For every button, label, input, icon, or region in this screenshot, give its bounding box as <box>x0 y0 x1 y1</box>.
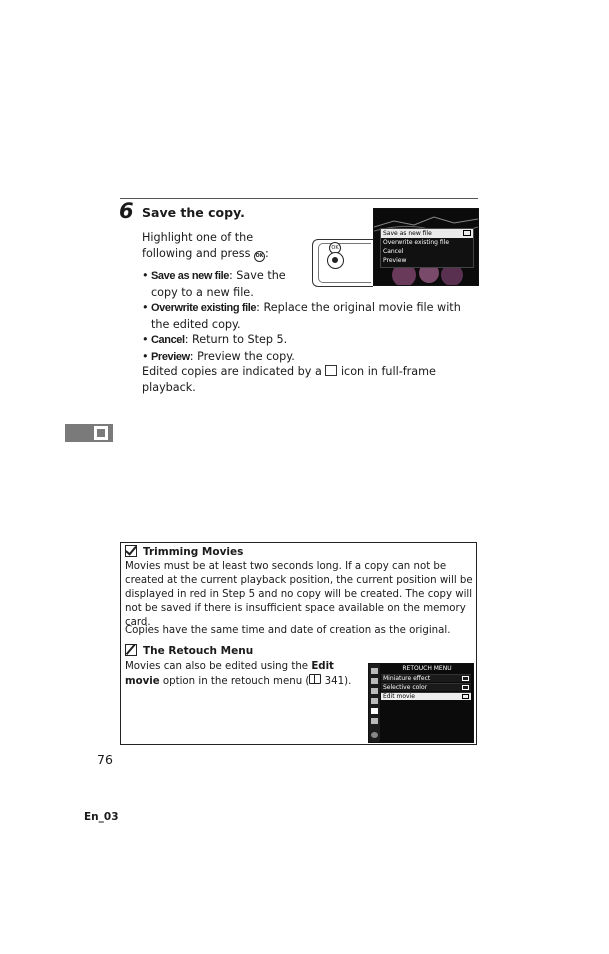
playback-tab-icon <box>371 668 378 674</box>
retouch-menu-title: RETOUCH MENU <box>402 665 452 672</box>
option-desc: : Replace the original movie file with the edited copy. <box>151 301 461 331</box>
step-title: Save the copy. <box>142 205 245 220</box>
footer-code: En_03 <box>84 811 119 823</box>
section-tab <box>65 424 113 442</box>
lcd-item-overwrite[interactable] <box>381 238 473 247</box>
pencil-icon <box>125 644 137 656</box>
check-icon <box>125 545 137 557</box>
edit-movie-icon <box>462 694 469 699</box>
intro-text: Highlight one of the following and press <box>142 231 254 260</box>
lcd-item-cancel[interactable] <box>381 247 473 256</box>
option-preview <box>142 349 482 366</box>
trimming-title: Trimming Movies <box>143 546 244 558</box>
shooting-tab-icon <box>371 678 378 684</box>
lcd-item-label: Preview <box>383 257 407 264</box>
option-term: Preview <box>151 350 190 363</box>
lcd-menu <box>380 228 474 268</box>
lcd-item-label: Save as new file <box>383 230 432 237</box>
retouch-item-label: Miniature effect <box>383 675 431 682</box>
retouch-icon <box>325 365 337 376</box>
lcd-item-label: Overwrite existing file <box>383 239 450 246</box>
help-icon <box>371 732 378 738</box>
step-divider <box>120 198 478 199</box>
trimming-text: Movies must be at least two seconds long. If a copy can not be created at the current playback position, the current position will be displayed in red in Step 5 and no copy will be created. The copy will not be saved if there is insufficient space available on the memory card. <box>125 561 473 628</box>
ok-button-icon <box>327 252 344 269</box>
option-desc: : Save the copy to a new file. <box>151 269 286 299</box>
lcd-item-preview[interactable] <box>381 256 473 265</box>
lcd-screen <box>373 208 479 286</box>
custom-settings-tab-icon <box>371 688 378 694</box>
retouch-item-selective-color[interactable] <box>381 683 471 691</box>
retouch-lcd-screen <box>368 663 474 743</box>
retouch-text-after: ). <box>344 676 352 687</box>
option-overwrite <box>142 300 482 332</box>
retouch-title: The Retouch Menu <box>143 645 254 657</box>
book-icon <box>309 674 321 684</box>
retouch-icon <box>463 230 471 236</box>
option-desc: : Return to Step 5. <box>184 333 288 346</box>
retouch-text <box>125 660 365 689</box>
option-desc: : Preview the copy. <box>189 349 295 363</box>
option-cancel <box>142 332 482 349</box>
movie-icon <box>94 426 108 440</box>
step-number: 6 <box>119 199 134 223</box>
menu-tab-bar <box>369 664 380 742</box>
retouch-text-before: Movies can also be edited using the <box>125 661 312 672</box>
my-menu-tab-icon <box>371 718 378 724</box>
lcd-item-save-new[interactable] <box>381 229 473 238</box>
setup-tab-icon <box>371 698 378 704</box>
edit-movie-term: Edit movie <box>125 661 334 687</box>
retouch-item-label: Edit movie <box>383 693 415 700</box>
edited-copies-note <box>142 364 487 395</box>
copies-text: Copies have the same time and date of creation as the original. <box>125 625 451 636</box>
option-save-new <box>142 268 291 300</box>
retouch-text-middle: option in the retouch menu ( <box>159 676 310 687</box>
page-number: 76 <box>97 752 113 767</box>
step-intro: Highlight one of the following and press OK: <box>142 231 269 260</box>
retouch-item-label: Selective color <box>383 684 428 691</box>
option-term: Save as new file <box>151 270 229 282</box>
selective-color-icon <box>462 685 469 690</box>
ok-button-icon: OK <box>254 251 265 262</box>
retouch-tab-icon <box>371 708 378 714</box>
option-term: Cancel <box>151 334 185 346</box>
lcd-item-label: Cancel <box>383 248 404 255</box>
edited-note-after: icon in full-frame playback. <box>142 365 436 394</box>
miniature-icon <box>462 676 469 681</box>
ok-button-label-icon: OK <box>329 242 341 254</box>
option-term: Overwrite existing file <box>151 302 257 314</box>
retouch-item-edit-movie[interactable] <box>381 692 471 700</box>
edited-note-before: Edited copies are indicated by a <box>142 365 322 378</box>
page-reference: 341 <box>324 676 345 687</box>
camera-body-edge <box>318 243 371 283</box>
retouch-item-miniature[interactable] <box>381 674 471 682</box>
